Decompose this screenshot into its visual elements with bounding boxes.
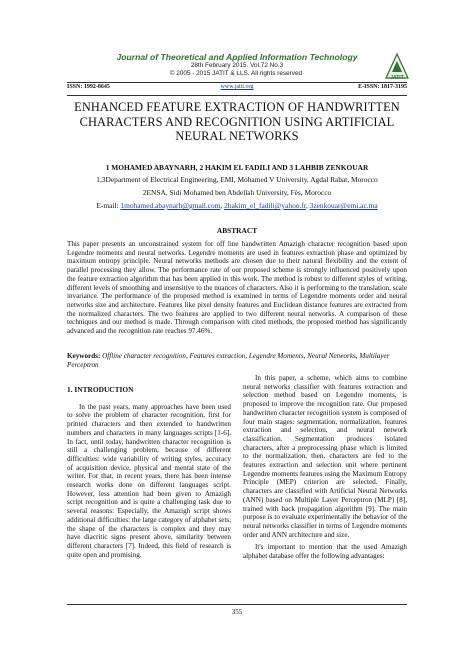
left-column <box>67 374 231 563</box>
introduction-paragraph: In this paper, a scheme, which aims to combine neural networks classifier with features extraction and selection method based on Legendre moments, is proposed to improve the recognition rate. Our proposed handwritten character recognition system is composed of four main stages: segmentation, normalization, features extraction and selection, and neural network classification. Segmentation produces isolated characters, after a preprocessing phase which is limited to the normalization, then, characters are fed to the features extraction and selection unit where pertinent Legendre moments features using the Maximum Entropy Principle (MEP) criterion are selected. Finally, characters are classified with Artificial Neural Networks (ANN) based on Multiple Layer Perceptron (MLP) [8], trained with back propagation algorithm [9]. The main purpose is to evaluate experimentally the behavior of the neural networks classifier in terms of Legendre moments order and ANN architecture and size. <box>243 374 407 539</box>
right-column <box>243 374 407 565</box>
affiliation-2: 2ENSA, Sidi Mohamed ben Abdellah University, Fès, Morocco <box>142 188 332 197</box>
journal-title: Journal of Theoretical and Applied Information Technology <box>116 52 358 62</box>
journal-issue: 28th February 2015. Vol.72 No.3 <box>190 62 284 69</box>
abstract-heading: ABSTRACT <box>216 226 258 235</box>
footer-rule <box>67 604 407 605</box>
introduction-heading: 1. INTRODUCTION <box>67 385 134 394</box>
introduction-paragraph: In the past years, many approaches have been used to solve the problem of character recognition, first for printed characters and then extended to handwritten numbers and characters in many languages scripts [1-6]. In fact, until today, handwritten character recognition is still a challenging problem, because of different difficulties: wide variability of writing styles, accuracy of acquisition device, physical and mental state of the writer. For that, in recent years, there has been intense research works done on different languages script. However, less attention had been given to Amazigh script recognition and is quite a challenging task due to several reasons: Especially, the Amazigh script shows additional difficulties: the large category of alphabet sets, the shape of the characters is complex and they may have diacritic signs present above, similarity between different characters [7]. Indeed, this field of research is quite open and promising. <box>67 402 231 559</box>
journal-copyright: © 2005 - 2015 JATIT & LLS. All rights reserved· <box>169 70 305 77</box>
paper-title <box>67 100 407 144</box>
issn-row <box>67 84 407 94</box>
paper-title-line: ENHANCED FEATURE EXTRACTION OF HANDWRITTEN <box>74 100 400 114</box>
header-rule-top <box>67 82 407 83</box>
keywords-text: Offline character recognition, Features extraction, Legendre Moments, Neural Networks, Multilayer Perceptron <box>67 352 390 369</box>
eissn: E-ISSN: 1817-3195 <box>358 84 407 90</box>
keywords-label: Keywords: <box>67 352 101 360</box>
email-line: E-mail: 1mohamed.abaynarh@gmail.com, 2hakim_el_fadili@yahoo.fr, 3zenkouar@emi.ac.ma <box>96 201 378 210</box>
paper-title-line: CHARACTERS AND RECOGNITION USING ARTIFICIAL <box>79 114 395 129</box>
issn: ISSN: 1992-8645 <box>67 84 110 90</box>
paper-title-line: NEURAL NETWORKS <box>175 129 299 143</box>
header-rule-bottom <box>67 95 407 96</box>
journal-logo <box>384 52 410 80</box>
journal-logo-text: JATIT <box>390 75 404 80</box>
email-link-1[interactable]: 1mohamed.abaynarh@gmail.com <box>120 201 221 210</box>
introduction-paragraph: It's important to mention that the used Amazigh alphabet database offer the following advantages: <box>243 543 407 561</box>
journal-header <box>92 52 382 78</box>
email-link-2[interactable]: 2hakim_el_fadili@yahoo.fr <box>224 201 306 210</box>
authors: 1 MOHAMED ABAYNARH, 2 HAKIM EL FADILI AND 3 LAHBIB ZENKOUAR <box>105 163 369 172</box>
email-link-3[interactable]: 3zenkouar@emi.ac.ma <box>309 201 378 210</box>
affiliation-1: 1,3Department of Electrical Engineering, EMI, Mohamed V University, Agdal Rabat, Morocco <box>96 175 378 184</box>
email-label: E-mail: <box>96 201 119 210</box>
keywords <box>67 352 407 369</box>
page-number: 355 <box>231 608 243 616</box>
journal-url-link[interactable]: www.jatit.org <box>220 84 254 90</box>
abstract-text: This paper presents an unconstrained system for off line handwritten Amazigh character recognition based upon Legendre moments and neural networks. Legendre moments are used in features extraction phase and optimized by maximum entropy principle. Neural networks methods are chosen due to their natural flexibility and the extent of parallel processing they allow. The performance rate of our proposed scheme is strongly influenced positively upon the feature extraction algorithm that has been applied in this work. The method is robust to different styles of writing, different levels of smoothing and insensitive to the nuances of characters. Also it is performing to the translation, scale invariance. The performance of the proposed method is examined in terms of Legendre moments order and neural networks size and architecture. Features like pixel density features and Euclidean distance features are extracted from the normalized characters. The two features are applied to two different neural networks. A comparison of these techniques and our method is made. Through comparison with cited methods, the proposed method has significantly advanced and the recognition rate reaches 97.46%. <box>67 240 407 336</box>
